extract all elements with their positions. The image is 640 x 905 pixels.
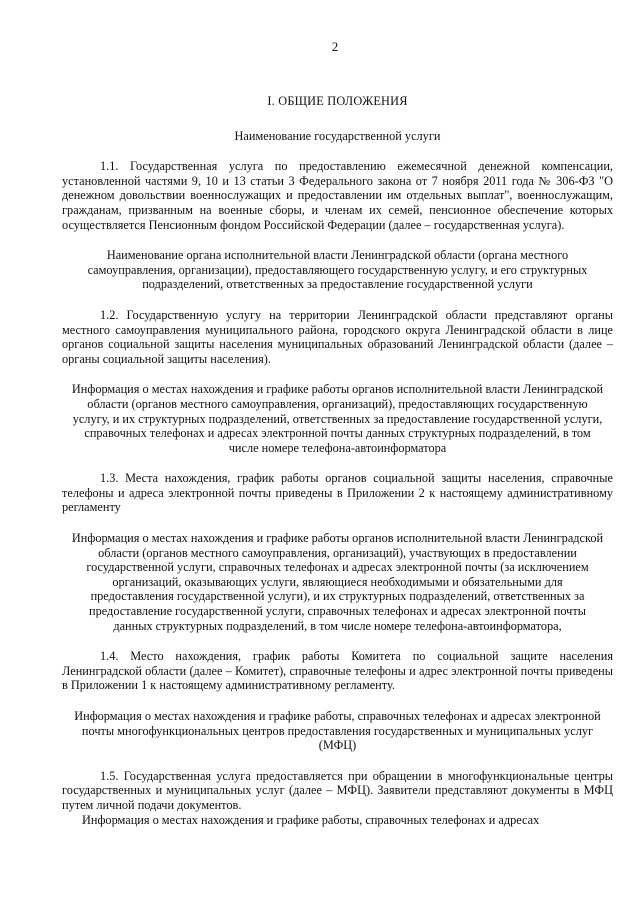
paragraph-1-3: 1.3. Места нахождения, график работы органов социальной защиты населения, справочные телефоны и адреса электронной почты приведены в Приложении 2 к настоящему административному регламенту xyxy=(62,471,613,515)
paragraph-1-1: 1.1. Государственная услуга по предоставлению ежемесячной денежной компенсации, установленной частями 9, 10 и 13 статьи 3 Федерального закона от 7 ноября 2011 года № 306-ФЗ "О денежном довольствии военнослужащих и предоставлении им отдельных выплат", военнослужащим, гражданам, призванным на военные сборы, и членам их семей, пенсионное обеспечение которых осуществляется Пенсионным фондом Российской Федерации (далее – государственная услуга). xyxy=(62,159,613,232)
subheading-service-name: Наименование государственной услуги xyxy=(234,128,441,143)
paragraph-1-4: 1.4. Место нахождения, график работы Комитета по социальной защите населения Ленинградской области (далее – Комитет), справочные телефоны и адрес электронной почты приведены в Приложении 1 к настоящему административному регламенту. xyxy=(62,649,613,693)
subheading-mfc: Информация о местах нахождения и графике работы, справочных телефонах и адресах электронной почты многофункциональных центров предоставления государственных и муниципальных услуг (МФЦ) xyxy=(74,709,601,753)
paragraph-mfc-info: Информация о местах нахождения и графике работы, справочных телефонах и адресах xyxy=(82,812,540,827)
paragraph-1-2: 1.2. Государственную услугу на территории Ленинградской области представляют органы местного самоуправления муниципального района, городского округа Ленинградской области в лице органов социальной защиты населения муниципальных образований Ленинградской области (далее – органы социальной защиты населения). xyxy=(62,307,613,366)
subheading-locations-providers: Информация о местах нахождения и графике работы органов исполнительной власти Ленинградской области (органов местного самоуправления, организаций), предоставляющих государственную услугу, и их структурных подразделений, ответственных за предоставление государственной услуги, справочных телефонах и адресах электронной почты данных структурных подразделений, в том числе номере телефона-автоинформатора xyxy=(71,382,604,455)
subheading-authority: Наименование органа исполнительной власти Ленинградской области (органа местного самоуправления, организации), предоставляющего государственную услугу, и его структурных подразделений, ответственных за предоставление государственной услуги xyxy=(87,248,588,292)
subheading-locations-participants: Информация о местах нахождения и графике работы органов исполнительной власти Ленинградской области (органов местного самоуправления, организаций), участвующих в предоставлении государственной услуги, справочных телефонах и адресах электронной почты (за исключением организаций, оказывающих услуги, являющиеся необходимыми и обязательными для предоставления государственной услуги), и их структурных подразделений, ответственных за предоставление государственной услуги, справочных телефонах и адресах электронной почты данных структурных подразделений, в том числе номере телефона-автоинформатора, xyxy=(71,531,604,633)
section-title: I. ОБЩИЕ ПОЛОЖЕНИЯ xyxy=(267,94,408,108)
paragraph-1-5: 1.5. Государственная услуга предоставляется при обращении в многофункциональные центры государственных и муниципальных услуг (далее – МФЦ). Заявители представляют документы в МФЦ путем личной подачи документов. xyxy=(62,768,613,812)
page-number: 2 xyxy=(331,39,339,54)
document-content xyxy=(62,94,613,827)
